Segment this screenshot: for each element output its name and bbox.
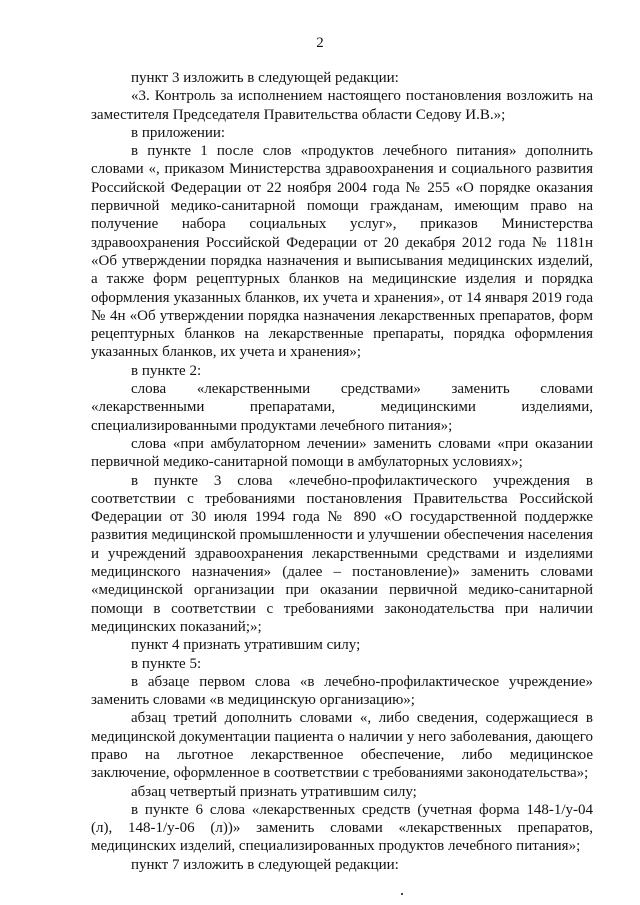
paragraph-point-6-amendment: в пункте 6 слова «лекарственных средств (учетная форма 148-1/у-04 (л), 148-1/у-06 (л))» заменить словами «лекарственных препаратов, медицинских изделий, специализированных продуктов лечебного питания»; <box>91 801 593 855</box>
paragraph-point-7-intro: пункт 7 изложить в следующей редакции: <box>131 856 399 873</box>
paragraph-words-outpatient: слова «при амбулаторном лечении» заменить словами «при оказании первичной медико-санитарной помощи в амбулаторных условиях»; <box>91 435 593 471</box>
paragraph-point-3-intro: пункт 3 изложить в следующей редакции: <box>131 70 399 86</box>
paragraph-point-3-amendment: в пункте 3 слова «лечебно-профилактического учреждения в соответствии с требованиями постановления Правительства Российской Федерации от 30 июля 1994 года № 890 «О государственной поддержке развития медицинской промышленности и улучшении обеспечения населения и учреждений здравоохранения лекарственными средствами и изделиями медицинского назначения» (далее – постановление)» заменить словами «медицинской организации при оказании первичной медико-санитарной помощи в соответствии с требованиями законодательства при наличии медицинских показаний;»; <box>91 472 593 635</box>
page-number: 2 <box>316 35 324 51</box>
paragraph-point-5-heading: в пункте 5: <box>131 655 202 672</box>
paragraph-control-clause: «3. Контроль за исполнением настоящего постановления возложить на заместителя Председателя Правительства области Седову И.В.»; <box>91 88 593 123</box>
document-body <box>91 69 593 874</box>
scan-artifact-dot <box>401 893 403 895</box>
paragraph-fourth-subparagraph: абзац четвертый признать утратившим силу; <box>131 783 417 800</box>
paragraph-third-subparagraph: абзац третий дополнить словами «, либо сведения, содержащиеся в медицинской документации пациента о наличии у него заболевания, дающего право на льготное лекарственное обеспечение, либо медицинское заключение, оформленное в соответствии с требованиями законодательства»; <box>91 710 593 782</box>
paragraph-point-2-heading: в пункте 2: <box>131 362 202 379</box>
paragraph-point-1-amendment: в пункте 1 после слов «продуктов лечебного питания» дополнить словами «, приказом Министерства здравоохранения и социального развития Российской Федерации от 22 ноября 2004 года № 255 «О порядке оказания первичной медико-санитарной помощи гражданам, имеющим право на получение набора социальных услуг», приказов Министерства здравоохранения Российской Федерации от 20 декабря 2012 года № 1181н «Об утверждении порядка назначения и выписывания медицинских изделий, а также форм рецептурных бланков на медицинские изделия и порядка оформления указанных бланков, их учета и хранения», от 14 января 2019 года № 4н «Об утверждении порядка назначения лекарственных препаратов, форм рецептурных бланков на лекарственные препараты, порядка оформления указанных бланков, их учета и хранения»; <box>91 143 593 361</box>
paragraph-first-subparagraph: в абзаце первом слова «в лечебно-профилактическое учреждение» заменить словами «в медицинскую организацию»; <box>91 673 593 709</box>
paragraph-point-4-repeal: пункт 4 признать утратившим силу; <box>131 637 361 654</box>
paragraph-in-appendix: в приложении: <box>131 124 226 141</box>
paragraph-words-medicines: слова «лекарственными средствами» заменить словами «лекарственными препаратами, медицинскими изделиями, специализированными продуктами лечебного питания»; <box>91 381 593 434</box>
